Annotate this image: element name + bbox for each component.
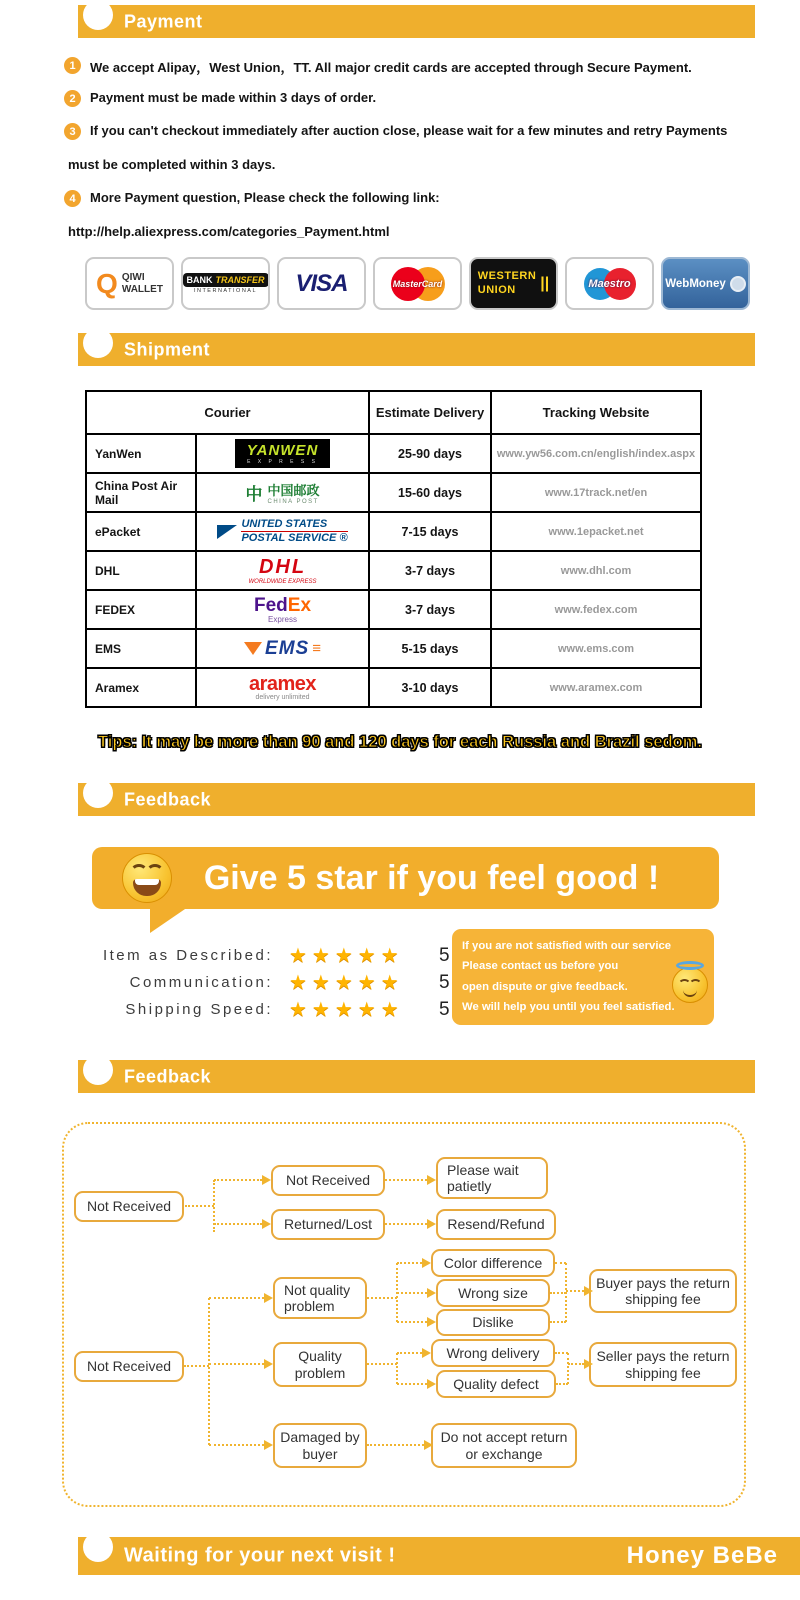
flow-arrowhead xyxy=(584,1286,593,1296)
delivery-estimate: 3-7 days xyxy=(369,551,491,590)
union-label: UNION xyxy=(477,283,516,296)
courier-logo-cell xyxy=(196,551,369,590)
ratings-block xyxy=(88,942,450,1023)
payment-item-4-text: More Payment question, Please check the following link: xyxy=(90,190,440,205)
ems-chevron-icon xyxy=(244,642,262,655)
table-row xyxy=(86,668,701,707)
flow-node-wrong-delivery: Wrong delivery xyxy=(431,1339,555,1367)
flow-node-not-quality-problem: Not quality problem xyxy=(273,1277,367,1319)
five-star-icons: ★★★★★ xyxy=(289,999,404,1021)
bank-transfer-logo xyxy=(181,257,270,310)
visa-logo xyxy=(277,257,366,310)
rating-label: Shipping Speed: xyxy=(125,1001,273,1018)
flow-connector xyxy=(209,1444,264,1446)
flow-node-not-received-sub: Not Received xyxy=(271,1165,385,1196)
payment-header-label: Payment xyxy=(124,11,203,31)
flow-connector xyxy=(555,1352,568,1354)
usps-logo xyxy=(197,518,368,544)
flow-connector xyxy=(556,1383,568,1385)
courier-name: Aramex xyxy=(86,668,196,707)
flow-arrowhead xyxy=(427,1288,436,1298)
flow-node-no-return-exchange: Do not accept return or exchange xyxy=(431,1423,577,1468)
courier-header: Courier xyxy=(86,391,369,434)
flow-connector xyxy=(397,1383,427,1385)
flow-connector xyxy=(367,1444,424,1446)
flow-arrowhead xyxy=(262,1175,271,1185)
dhl-logo xyxy=(197,556,368,585)
fedex-ex-text: Ex xyxy=(287,595,312,616)
qiwi-label-2: WALLET xyxy=(121,283,163,295)
table-row xyxy=(86,473,701,512)
china-post-logo xyxy=(197,480,368,505)
payment-item-3-line2: must be completed within 3 days. xyxy=(68,157,276,172)
flow-node-color-difference: Color difference xyxy=(431,1249,555,1277)
courier-name: YanWen xyxy=(86,434,196,473)
flow-connector xyxy=(396,1353,398,1384)
five-star-banner-text: Give 5 star if you feel good ! xyxy=(203,858,660,897)
footer-message: Waiting for your next visit ! xyxy=(124,1544,396,1567)
usps-eagle-icon xyxy=(217,525,237,539)
payment-item-3-text: If you can't checkout immediately after auction close, please wait for a few minutes and retry Payments xyxy=(90,123,728,138)
flow-node-resend-refund: Resend/Refund xyxy=(436,1209,556,1240)
laughing-emoji-icon xyxy=(122,853,172,903)
speech-bubble-tail xyxy=(150,907,188,933)
fedex-logo-subtext: Express xyxy=(268,615,297,624)
ems-logo-text: EMS xyxy=(265,637,310,659)
western-union-bars-icon xyxy=(540,275,549,293)
store-brand-logo: Honey BeBe xyxy=(626,1542,778,1569)
tracking-website: www.aramex.com xyxy=(491,668,701,707)
flow-node-not-received-1: Not Received xyxy=(74,1191,184,1222)
flow-node-seller-pays: Seller pays the return shipping fee xyxy=(589,1342,737,1387)
flow-node-not-received-2: Not Received xyxy=(74,1351,184,1382)
tracking-website: www.1epacket.net xyxy=(491,512,701,551)
visa-label: VISA xyxy=(295,269,348,297)
payment-item-3 xyxy=(64,123,727,140)
flow-connector xyxy=(185,1205,214,1207)
shipment-table xyxy=(85,390,702,708)
tracking-website: www.dhl.com xyxy=(491,551,701,590)
aramex-logo-subtext: delivery unlimited xyxy=(255,694,310,701)
bank-label: BANK xyxy=(186,275,213,285)
globe-icon xyxy=(730,276,746,292)
maestro-label: Maestro xyxy=(588,277,631,290)
flow-connector xyxy=(550,1321,566,1323)
payment-item-4 xyxy=(64,190,440,207)
feedback-flow-section-header xyxy=(78,1060,755,1093)
usps-logo-subtext: POSTAL SERVICE ® xyxy=(241,532,348,544)
flow-node-returned-lost: Returned/Lost xyxy=(271,1209,385,1240)
flow-connector xyxy=(566,1290,584,1292)
international-label: INTERNATIONAL xyxy=(193,288,258,294)
delivery-estimate: 3-7 days xyxy=(369,590,491,629)
table-row xyxy=(86,512,701,551)
flow-connector xyxy=(567,1353,569,1384)
webmoney-logo xyxy=(661,257,750,310)
notice-line: We will help you until you feel satisfied. xyxy=(462,1000,675,1013)
flow-connector xyxy=(397,1352,422,1354)
notice-line: Please contact us before you xyxy=(462,960,619,973)
flow-connector xyxy=(209,1363,264,1365)
payment-methods-row xyxy=(85,257,750,310)
feedback-flow-header-label: Feedback xyxy=(124,1066,212,1086)
flow-arrowhead xyxy=(427,1219,436,1229)
dhl-logo-subtext: WORLDWIDE EXPRESS xyxy=(248,579,317,585)
feedback-header-label: Feedback xyxy=(124,789,212,809)
courier-logo-cell xyxy=(196,473,369,512)
flow-arrowhead xyxy=(424,1440,433,1450)
delivery-header: Estimate Delivery xyxy=(369,391,491,434)
number-badge-2: 2 xyxy=(64,90,81,107)
table-row xyxy=(86,590,701,629)
qiwi-q-icon: Q xyxy=(96,267,118,299)
yanwen-logo xyxy=(235,439,331,468)
transfer-label: TRANSFER xyxy=(215,275,265,285)
qiwi-wallet-logo xyxy=(85,257,174,310)
china-post-emblem-icon: 中 xyxy=(245,485,263,504)
payment-item-1-text: We accept Alipay，West Union，TT. All major credit cards are accepted through Secure Payment. xyxy=(90,60,692,75)
rating-row xyxy=(88,969,450,996)
flow-node-wrong-size: Wrong size xyxy=(436,1279,550,1307)
rating-label: Communication: xyxy=(129,974,273,991)
shipment-header-label: Shipment xyxy=(124,339,211,359)
flow-arrowhead xyxy=(264,1359,273,1369)
flow-connector xyxy=(397,1292,427,1294)
western-label: WESTERN xyxy=(477,270,537,283)
courier-name: DHL xyxy=(86,551,196,590)
ribbon-notch xyxy=(83,778,113,808)
china-post-logo-subtext: CHINA POST xyxy=(267,499,319,505)
tracking-website: www.ems.com xyxy=(491,629,701,668)
flow-connector xyxy=(568,1363,584,1365)
flow-connector xyxy=(555,1262,566,1264)
flow-connector xyxy=(214,1179,262,1181)
number-badge-4: 4 xyxy=(64,190,81,207)
flow-arrowhead xyxy=(262,1219,271,1229)
flow-arrowhead xyxy=(584,1359,593,1369)
delivery-estimate: 15-60 days xyxy=(369,473,491,512)
footer-bar xyxy=(78,1537,800,1575)
number-badge-3: 3 xyxy=(64,123,81,140)
flow-connector xyxy=(550,1292,566,1294)
angel-emoji-icon xyxy=(672,967,708,1003)
five-star-icons: ★★★★★ xyxy=(289,972,404,994)
flow-node-damaged-by-buyer: Damaged by buyer xyxy=(273,1423,367,1468)
table-row xyxy=(86,551,701,590)
ribbon-notch xyxy=(83,1532,113,1562)
courier-name: China Post Air Mail xyxy=(86,473,196,512)
flow-node-dislike: Dislike xyxy=(436,1309,550,1336)
notice-line: open dispute or give feedback. xyxy=(462,980,628,993)
flow-node-quality-problem: Quality problem xyxy=(273,1342,367,1387)
courier-logo-cell xyxy=(196,434,369,473)
ribbon-notch xyxy=(83,0,113,30)
webmoney-label: WebMoney xyxy=(665,277,726,290)
rating-label: Item as Described: xyxy=(102,947,273,964)
usps-logo-text: UNITED STATES xyxy=(241,518,347,532)
satisfaction-notice-box xyxy=(452,929,714,1025)
flow-arrowhead xyxy=(264,1293,273,1303)
delivery-estimate: 25-90 days xyxy=(369,434,491,473)
courier-name: FEDEX xyxy=(86,590,196,629)
flow-connector xyxy=(184,1365,209,1367)
rating-value: 5 xyxy=(439,998,450,1020)
flow-node-quality-defect: Quality defect xyxy=(436,1370,556,1398)
flow-arrowhead xyxy=(422,1258,431,1268)
payment-section-header xyxy=(78,5,755,38)
aramex-logo xyxy=(197,674,368,701)
tracking-website: www.17track.net/en xyxy=(491,473,701,512)
five-star-icons: ★★★★★ xyxy=(289,945,404,967)
ribbon-notch xyxy=(83,1055,113,1085)
flow-connector xyxy=(209,1297,264,1299)
mastercard-label: MasterCard xyxy=(392,278,443,289)
payment-item-2-text: Payment must be made within 3 days of order. xyxy=(90,90,377,105)
delivery-estimate: 7-15 days xyxy=(369,512,491,551)
western-union-logo xyxy=(469,257,558,310)
rating-value: 5 xyxy=(439,971,450,993)
courier-logo-cell xyxy=(196,629,369,668)
delivery-estimate: 3-10 days xyxy=(369,668,491,707)
shipping-tips-note: Tips: It may be more than 90 and 120 days for each Russia and Brazil sedom. xyxy=(98,733,702,751)
notice-line: If you are not satisfied with our service xyxy=(462,940,672,952)
aramex-logo-text: aramex xyxy=(248,673,317,695)
courier-name: EMS xyxy=(86,629,196,668)
delivery-estimate: 5-15 days xyxy=(369,629,491,668)
shipment-section-header xyxy=(78,333,755,366)
flow-arrowhead xyxy=(264,1440,273,1450)
payment-item-2 xyxy=(64,90,376,107)
ribbon-notch xyxy=(83,328,113,358)
flow-connector xyxy=(397,1321,427,1323)
number-badge-1: 1 xyxy=(64,57,81,74)
flow-connector xyxy=(385,1223,427,1225)
feedback-section-header xyxy=(78,783,755,816)
flow-connector xyxy=(385,1179,427,1181)
flow-connector xyxy=(208,1298,210,1445)
ems-logo xyxy=(197,638,368,660)
courier-name: ePacket xyxy=(86,512,196,551)
tracking-website: www.fedex.com xyxy=(491,590,701,629)
flow-node-please-wait: Please wait patietly xyxy=(436,1157,548,1199)
china-post-logo-text: 中国邮政 xyxy=(267,483,320,498)
payment-help-link[interactable]: http://help.aliexpress.com/categories_Payment.html xyxy=(68,224,390,239)
rating-value: 5 xyxy=(439,944,450,966)
flow-arrowhead xyxy=(422,1348,431,1358)
flow-connector xyxy=(367,1297,397,1299)
table-row xyxy=(86,629,701,668)
flow-arrowhead xyxy=(427,1317,436,1327)
five-star-banner xyxy=(92,847,719,909)
fedex-fed-text: Fed xyxy=(253,595,288,616)
tracking-header: Tracking Website xyxy=(491,391,701,434)
maestro-logo xyxy=(565,257,654,310)
flow-connector xyxy=(367,1363,397,1365)
flow-arrowhead xyxy=(427,1379,436,1389)
flow-connector xyxy=(214,1223,262,1225)
courier-logo-cell xyxy=(196,590,369,629)
fedex-logo xyxy=(197,595,368,624)
courier-logo-cell xyxy=(196,668,369,707)
tracking-website: www.yw56.com.cn/english/index.aspx xyxy=(491,434,701,473)
dhl-logo-text: DHL xyxy=(258,556,307,578)
yanwen-logo-subtext: E X P R E S S xyxy=(247,459,318,465)
table-row xyxy=(86,434,701,473)
rating-row xyxy=(88,996,450,1023)
ems-stripes-icon xyxy=(312,640,321,657)
qiwi-label-1: QIWI xyxy=(121,272,145,283)
flow-connector xyxy=(397,1262,422,1264)
rating-row xyxy=(88,942,450,969)
yanwen-logo-text: YANWEN xyxy=(246,442,319,459)
table-header-row xyxy=(86,391,701,434)
courier-logo-cell xyxy=(196,512,369,551)
flow-node-buyer-pays: Buyer pays the return shipping fee xyxy=(589,1269,737,1313)
flow-arrowhead xyxy=(427,1175,436,1185)
payment-item-1 xyxy=(64,57,692,76)
mastercard-logo xyxy=(373,257,462,310)
